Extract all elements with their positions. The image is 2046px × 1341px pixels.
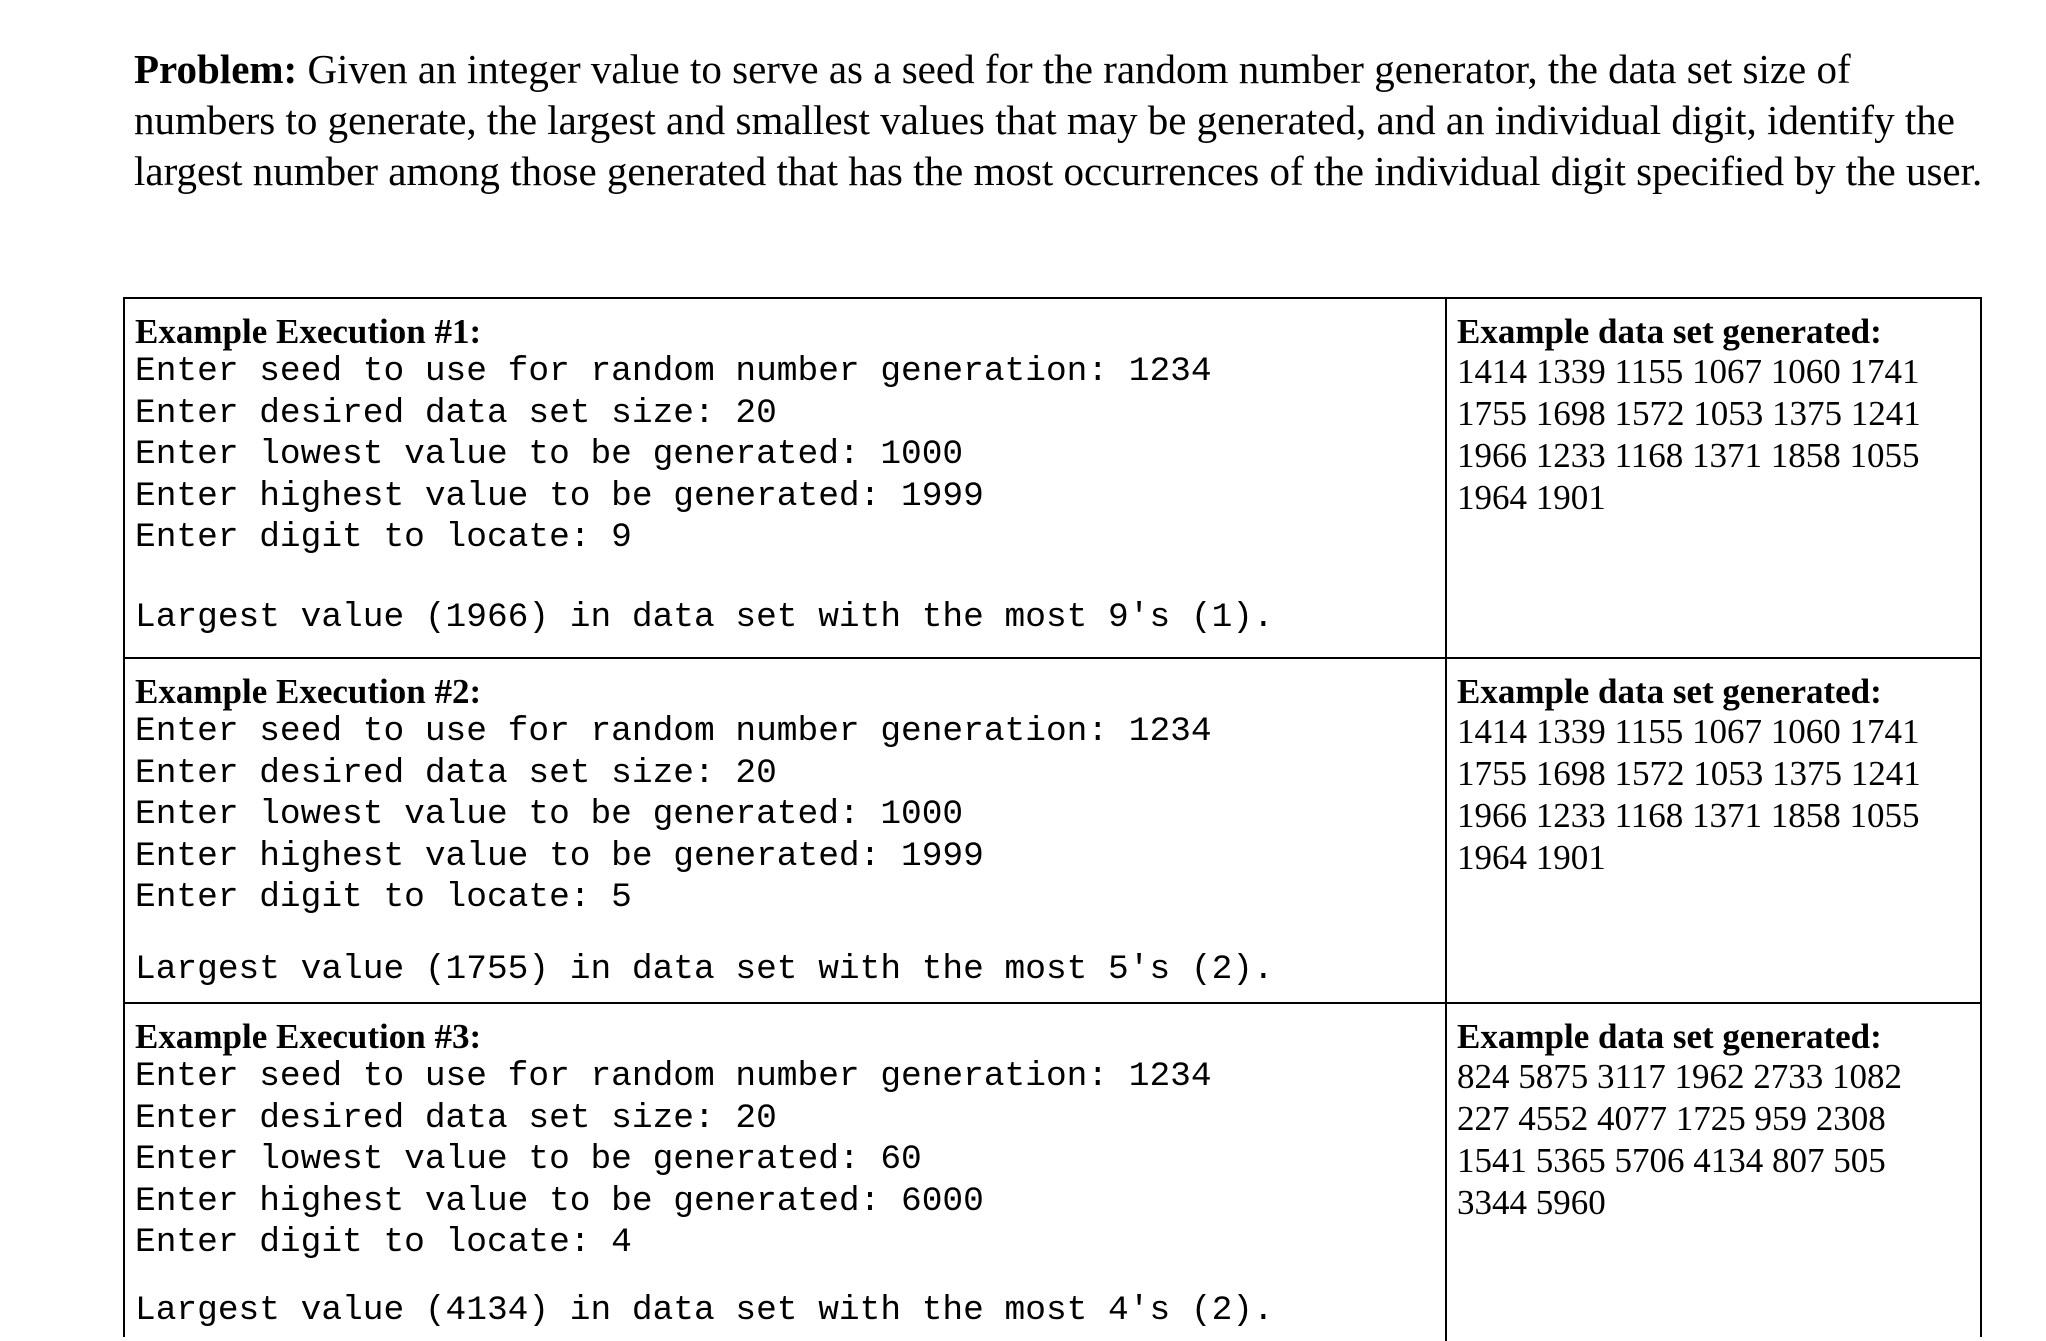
- result-line: Largest value (1755) in data set with the most 5's (2).: [135, 950, 1274, 989]
- example-execution-3: [135, 1018, 1435, 1264]
- data-heading: Example data set generated:: [1457, 1017, 1882, 1056]
- column-divider: [1445, 299, 1447, 657]
- prompt-line: Enter digit to locate: 9: [135, 518, 632, 557]
- example-row-2: [125, 657, 1980, 1004]
- data-line: 1755 1698 1572 1053 1375 1241: [1457, 394, 1921, 433]
- data-line: 1964 1901: [1457, 838, 1606, 877]
- example-data-set-3: [1457, 1018, 1977, 1224]
- prompt-line: Enter highest value to be generated: 6000: [135, 1181, 984, 1221]
- data-heading: Example data set generated:: [1457, 312, 1882, 351]
- example-heading: Example Execution #3:: [135, 1017, 482, 1056]
- problem-text: Given an integer value to serve as a seed for the random number generator, the data set size of numbers to generate, the largest and smallest values that may be generated, and an individual digit, identify the largest number among those generated that has the most occurrences of the individual digit specified by the user.: [134, 46, 1983, 194]
- data-line: 3344 5960: [1457, 1183, 1606, 1222]
- result-line: Largest value (1966) in data set with the most 9's (1).: [135, 598, 1274, 637]
- example-heading: Example Execution #1:: [135, 312, 482, 351]
- prompt-line: Enter desired data set size: 20: [135, 753, 777, 793]
- data-line: 227 4552 4077 1725 959 2308: [1457, 1099, 1886, 1138]
- prompt-line: Enter highest value to be generated: 1999: [135, 476, 984, 516]
- result-line: Largest value (4134) in data set with the most 4's (2).: [135, 1291, 1274, 1330]
- prompt-line: Enter lowest value to be generated: 60: [135, 1140, 922, 1179]
- example-data-set-2: [1457, 673, 1977, 879]
- prompt-line: Enter digit to locate: 4: [135, 1223, 632, 1262]
- data-line: 1414 1339 1155 1067 1060 1741: [1457, 352, 1920, 391]
- prompt-line: Enter seed to use for random number generation: 1234: [135, 352, 1212, 391]
- prompt-line: Enter seed to use for random number generation: 1234: [135, 1057, 1212, 1096]
- prompt-line: Enter seed to use for random number generation: 1234: [135, 712, 1212, 751]
- data-line: 1966 1233 1168 1371 1858 1055: [1457, 796, 1920, 835]
- example-heading: Example Execution #2:: [135, 672, 482, 711]
- prompt-line: Enter digit to locate: 5: [135, 878, 632, 917]
- prompt-line: Enter desired data set size: 20: [135, 1098, 777, 1138]
- data-line: 1755 1698 1572 1053 1375 1241: [1457, 754, 1921, 793]
- example-execution-2: [135, 673, 1435, 919]
- prompt-line: Enter lowest value to be generated: 1000: [135, 795, 964, 834]
- column-divider: [1445, 659, 1447, 1004]
- example-row-1: [125, 299, 1980, 657]
- examples-table: [123, 297, 1982, 1337]
- prompt-line: Enter desired data set size: 20: [135, 393, 777, 433]
- column-divider: [1445, 1004, 1447, 1341]
- data-heading: Example data set generated:: [1457, 672, 1882, 711]
- data-line: 824 5875 3117 1962 2733 1082: [1457, 1057, 1902, 1096]
- problem-statement: [134, 44, 1994, 197]
- data-line: 1966 1233 1168 1371 1858 1055: [1457, 436, 1920, 475]
- prompt-line: Enter lowest value to be generated: 1000: [135, 435, 964, 474]
- example-data-set-1: [1457, 313, 1977, 519]
- data-line: 1414 1339 1155 1067 1060 1741: [1457, 712, 1920, 751]
- example-execution-1: [135, 313, 1435, 559]
- prompt-line: Enter highest value to be generated: 1999: [135, 836, 984, 876]
- data-line: 1964 1901: [1457, 478, 1606, 517]
- problem-label: Problem:: [134, 46, 298, 92]
- data-line: 1541 5365 5706 4134 807 505: [1457, 1141, 1886, 1180]
- example-row-3: [125, 1002, 1980, 1341]
